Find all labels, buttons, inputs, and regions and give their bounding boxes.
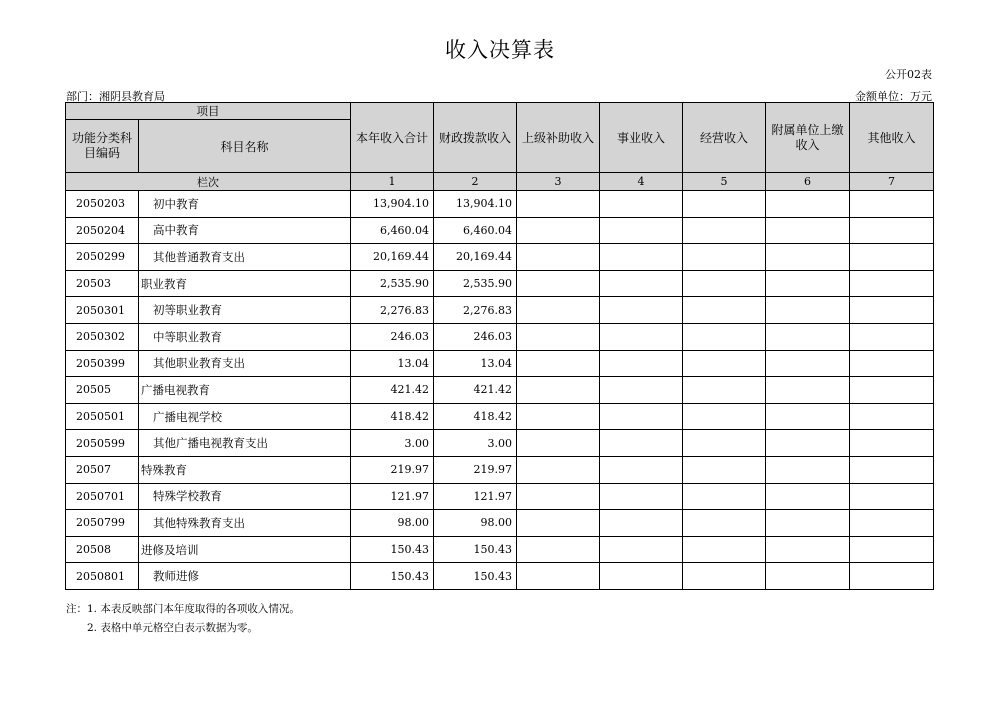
table-row [66, 377, 934, 404]
superior-subsidy-cell [517, 270, 600, 297]
table-row [66, 510, 934, 537]
total-income-cell: 219.97 [351, 456, 434, 483]
affiliated-income-cell [766, 536, 850, 563]
subject-name-cell: 其他普通教育支出 [139, 244, 351, 271]
business-income-cell [600, 403, 683, 430]
notes [66, 600, 300, 638]
subject-name-cell: 初中教育 [139, 191, 351, 218]
subject-name-cell: 其他职业教育支出 [139, 350, 351, 377]
column-index-6: 6 [766, 173, 850, 191]
total-income-cell: 421.42 [351, 377, 434, 404]
column-index-3: 3 [517, 173, 600, 191]
column-index-1: 1 [351, 173, 434, 191]
item-header: 项目 [66, 103, 351, 120]
affiliated-income-cell [766, 430, 850, 457]
fiscal-income-cell: 418.42 [434, 403, 517, 430]
superior-subsidy-cell [517, 377, 600, 404]
superior-subsidy-cell [517, 244, 600, 271]
business-income-cell [600, 563, 683, 590]
affiliated-income-cell [766, 403, 850, 430]
operating-income-cell [683, 456, 766, 483]
table-row [66, 403, 934, 430]
business-income-cell [600, 377, 683, 404]
superior-subsidy-cell [517, 510, 600, 537]
function-code-cell: 2050203 [66, 191, 139, 218]
total-income-cell: 2,276.83 [351, 297, 434, 324]
subject-name-cell: 其他特殊教育支出 [139, 510, 351, 537]
operating-income-cell [683, 510, 766, 537]
function-code-cell: 20507 [66, 456, 139, 483]
subject-name-cell: 特殊教育 [139, 456, 351, 483]
subject-name-cell: 初等职业教育 [139, 297, 351, 324]
total-income-cell: 13.04 [351, 350, 434, 377]
operating-income-cell [683, 270, 766, 297]
superior-subsidy-cell [517, 483, 600, 510]
total-income-cell: 3.00 [351, 430, 434, 457]
function-code-cell: 20503 [66, 270, 139, 297]
affiliated-income-cell [766, 244, 850, 271]
fiscal-income-cell: 2,535.90 [434, 270, 517, 297]
other-income-cell [850, 217, 934, 244]
superior-subsidy-cell [517, 563, 600, 590]
superior-subsidy-cell [517, 323, 600, 350]
total-income-header: 本年收入合计 [351, 103, 434, 173]
total-income-cell: 150.43 [351, 563, 434, 590]
function-code-cell: 2050801 [66, 563, 139, 590]
function-code-cell: 2050501 [66, 403, 139, 430]
function-code-cell: 20508 [66, 536, 139, 563]
column-index-5: 5 [683, 173, 766, 191]
total-income-cell: 6,460.04 [351, 217, 434, 244]
affiliated-income-cell [766, 270, 850, 297]
table-row [66, 536, 934, 563]
operating-income-header: 经营收入 [683, 103, 766, 173]
fiscal-income-cell: 421.42 [434, 377, 517, 404]
fiscal-income-cell: 246.03 [434, 323, 517, 350]
total-income-cell: 2,535.90 [351, 270, 434, 297]
other-income-cell [850, 536, 934, 563]
other-income-cell [850, 270, 934, 297]
business-income-cell [600, 536, 683, 563]
fiscal-income-cell: 121.97 [434, 483, 517, 510]
operating-income-cell [683, 297, 766, 324]
business-income-cell [600, 323, 683, 350]
business-income-cell [600, 244, 683, 271]
operating-income-cell [683, 377, 766, 404]
fiscal-income-cell: 13,904.10 [434, 191, 517, 218]
business-income-cell [600, 510, 683, 537]
business-income-cell [600, 430, 683, 457]
table-row [66, 483, 934, 510]
department-label: 部门：湘阴县教育局 [66, 90, 165, 103]
fiscal-income-cell: 150.43 [434, 563, 517, 590]
fiscal-income-cell: 98.00 [434, 510, 517, 537]
total-income-cell: 20,169.44 [351, 244, 434, 271]
superior-subsidy-cell [517, 297, 600, 324]
column-index-label: 栏次 [66, 173, 351, 191]
affiliated-income-cell [766, 323, 850, 350]
fiscal-income-cell: 150.43 [434, 536, 517, 563]
subject-name-header: 科目名称 [139, 120, 351, 173]
other-income-cell [850, 350, 934, 377]
table-row [66, 563, 934, 590]
table-row [66, 270, 934, 297]
operating-income-cell [683, 483, 766, 510]
table-row [66, 350, 934, 377]
superior-subsidy-cell [517, 217, 600, 244]
operating-income-cell [683, 350, 766, 377]
subject-name-cell: 教师进修 [139, 563, 351, 590]
total-income-cell: 98.00 [351, 510, 434, 537]
business-income-cell [600, 270, 683, 297]
business-income-cell [600, 217, 683, 244]
superior-subsidy-cell [517, 536, 600, 563]
other-income-cell [850, 297, 934, 324]
affiliated-income-cell [766, 217, 850, 244]
fiscal-income-cell: 20,169.44 [434, 244, 517, 271]
business-income-cell [600, 456, 683, 483]
other-income-cell [850, 403, 934, 430]
affiliated-income-cell [766, 456, 850, 483]
table-row [66, 297, 934, 324]
other-income-cell [850, 244, 934, 271]
column-index-4: 4 [600, 173, 683, 191]
subject-name-cell: 其他广播电视教育支出 [139, 430, 351, 457]
business-income-cell [600, 350, 683, 377]
subject-name-cell: 广播电视学校 [139, 403, 351, 430]
function-code-cell: 2050301 [66, 297, 139, 324]
note-1: 注：1. 本表反映部门本年度取得的各项收入情况。 [66, 603, 300, 615]
other-income-header: 其他收入 [850, 103, 934, 173]
operating-income-cell [683, 430, 766, 457]
operating-income-cell [683, 323, 766, 350]
superior-subsidy-cell [517, 403, 600, 430]
operating-income-cell [683, 244, 766, 271]
affiliated-income-cell [766, 377, 850, 404]
fiscal-income-header: 财政拨款收入 [434, 103, 517, 173]
note-2: 2. 表格中单元格空白表示数据为零。 [87, 622, 258, 634]
total-income-cell: 121.97 [351, 483, 434, 510]
operating-income-cell [683, 536, 766, 563]
superior-subsidy-cell [517, 350, 600, 377]
function-code-cell: 2050399 [66, 350, 139, 377]
function-code-header: 功能分类科目编码 [66, 120, 139, 173]
form-number: 公开02表 [885, 68, 932, 81]
function-code-cell: 2050599 [66, 430, 139, 457]
column-index-2: 2 [434, 173, 517, 191]
affiliated-income-cell [766, 297, 850, 324]
fiscal-income-cell: 3.00 [434, 430, 517, 457]
superior-subsidy-cell [517, 430, 600, 457]
business-income-header: 事业收入 [600, 103, 683, 173]
superior-subsidy-header: 上级补助收入 [517, 103, 600, 173]
function-code-cell: 2050302 [66, 323, 139, 350]
total-income-cell: 150.43 [351, 536, 434, 563]
subject-name-cell: 职业教育 [139, 270, 351, 297]
business-income-cell [600, 483, 683, 510]
fiscal-income-cell: 6,460.04 [434, 217, 517, 244]
other-income-cell [850, 377, 934, 404]
table-row [66, 430, 934, 457]
other-income-cell [850, 510, 934, 537]
affiliated-income-cell [766, 563, 850, 590]
fiscal-income-cell: 13.04 [434, 350, 517, 377]
other-income-cell [850, 483, 934, 510]
fiscal-income-cell: 2,276.83 [434, 297, 517, 324]
subject-name-cell: 特殊学校教育 [139, 483, 351, 510]
total-income-cell: 246.03 [351, 323, 434, 350]
affiliated-income-cell [766, 483, 850, 510]
fiscal-income-cell: 219.97 [434, 456, 517, 483]
other-income-cell [850, 323, 934, 350]
affiliated-income-header: 附属单位上缴收入 [766, 103, 850, 173]
operating-income-cell [683, 191, 766, 218]
function-code-cell: 2050701 [66, 483, 139, 510]
other-income-cell [850, 430, 934, 457]
total-income-cell: 13,904.10 [351, 191, 434, 218]
other-income-cell [850, 456, 934, 483]
table-row [66, 191, 934, 218]
business-income-cell [600, 191, 683, 218]
superior-subsidy-cell [517, 456, 600, 483]
superior-subsidy-cell [517, 191, 600, 218]
business-income-cell [600, 297, 683, 324]
column-index-7: 7 [850, 173, 934, 191]
affiliated-income-cell [766, 350, 850, 377]
report-title: 收入决算表 [445, 38, 555, 62]
subject-name-cell: 进修及培训 [139, 536, 351, 563]
other-income-cell [850, 563, 934, 590]
subject-name-cell: 高中教育 [139, 217, 351, 244]
other-income-cell [850, 191, 934, 218]
subject-name-cell: 广播电视教育 [139, 377, 351, 404]
operating-income-cell [683, 563, 766, 590]
function-code-cell: 2050299 [66, 244, 139, 271]
subject-name-cell: 中等职业教育 [139, 323, 351, 350]
table-row [66, 456, 934, 483]
total-income-cell: 418.42 [351, 403, 434, 430]
affiliated-income-cell [766, 510, 850, 537]
function-code-cell: 2050799 [66, 510, 139, 537]
income-table [65, 102, 934, 590]
function-code-cell: 20505 [66, 377, 139, 404]
table-row [66, 244, 934, 271]
operating-income-cell [683, 403, 766, 430]
function-code-cell: 2050204 [66, 217, 139, 244]
table-row [66, 217, 934, 244]
affiliated-income-cell [766, 191, 850, 218]
table-row [66, 323, 934, 350]
operating-income-cell [683, 217, 766, 244]
amount-unit-label: 金额单位：万元 [855, 90, 932, 103]
